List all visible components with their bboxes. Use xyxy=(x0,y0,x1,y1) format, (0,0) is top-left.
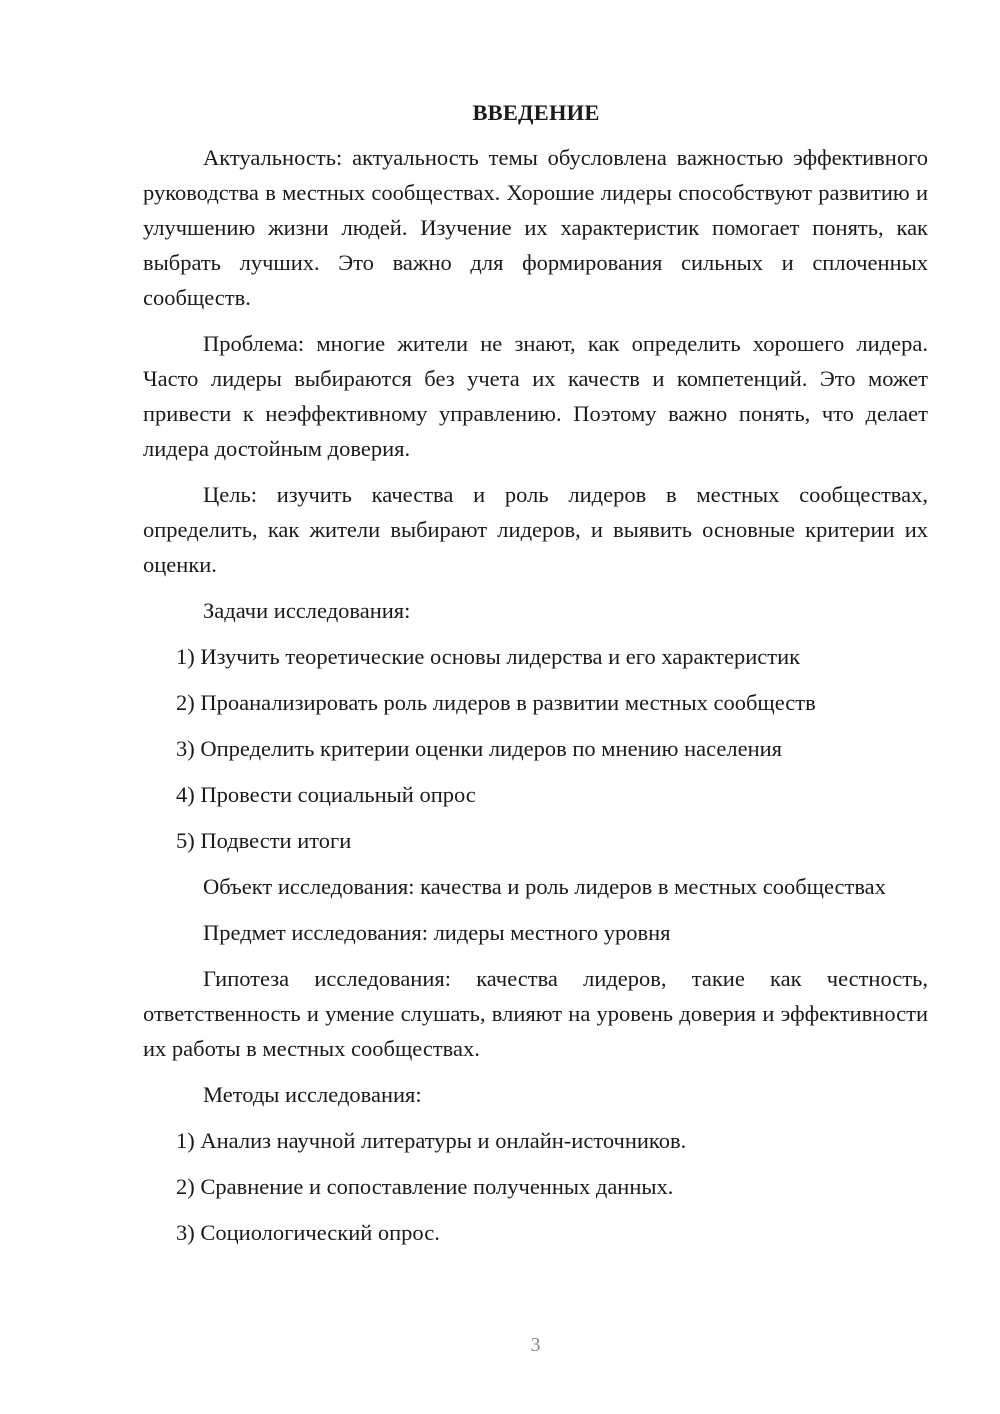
task-item: 5) Подвести итоги xyxy=(176,828,352,853)
tasks-heading: Задачи исследования: xyxy=(203,598,411,623)
methods-heading: Методы исследования: xyxy=(203,1082,422,1107)
task-item: 2) Проанализировать роль лидеров в развитии местных сообществ xyxy=(176,690,816,715)
task-item: 3) Определить критерии оценки лидеров по мнению населения xyxy=(176,736,783,761)
method-item: 1) Анализ научной литературы и онлайн-источников. xyxy=(176,1128,687,1153)
page-number: 3 xyxy=(530,1334,541,1356)
goal-paragraph: Цель: изучить качества и роль лидеров в местных сообществах, определить, как жители выбирают лидеров, и выявить основные критерии их оценки. xyxy=(143,482,928,577)
method-item: 2) Сравнение и сопоставление полученных данных. xyxy=(176,1174,674,1199)
hypothesis-paragraph: Гипотеза исследования: качества лидеров, такие как честность, ответственность и умение слушать, влияют на уровень доверия и эффективности их работы в местных сообществах. xyxy=(143,966,928,1061)
task-item: 1) Изучить теоретические основы лидерства и его характеристик xyxy=(176,644,801,669)
problem-paragraph: Проблема: многие жители не знают, как определить хорошего лидера. Часто лидеры выбираются без учета их качеств и компетенций. Это может привести к неэффективному управлению. Поэтому важно понять, что делает лидера достойным доверия. xyxy=(143,331,928,461)
method-item: 3) Социологический опрос. xyxy=(176,1220,440,1245)
object-paragraph: Объект исследования: качества и роль лидеров в местных сообществах xyxy=(203,874,886,899)
subject-paragraph: Предмет исследования: лидеры местного уровня xyxy=(203,920,671,945)
relevance-paragraph: Актуальность: актуальность темы обусловлена важностью эффективного руководства в местных сообществах. Хорошие лидеры способствуют развитию и улучшению жизни людей. Изучение их характеристик помогает понять, как выбрать лучших. Это важно для формирования сильных и сплоченных сообществ. xyxy=(143,145,928,310)
section-title: ВВЕДЕНИЕ xyxy=(472,100,600,125)
page-content xyxy=(143,95,928,1261)
task-item: 4) Провести социальный опрос xyxy=(176,782,476,807)
